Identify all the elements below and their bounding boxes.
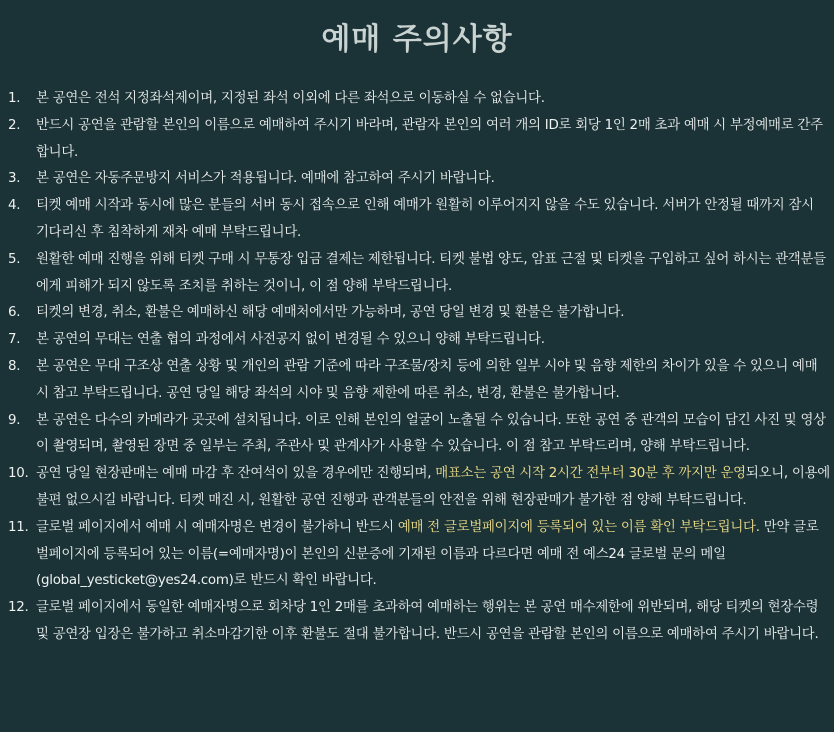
notice-text: 티켓의 변경, 취소, 환불은 예매하신 해당 예매처에서만 가능하며, 공연 당일 변경 및 환불은 불가합니다. xyxy=(36,305,625,321)
notice-number: 9. xyxy=(8,412,21,428)
notice-item-8 xyxy=(8,354,830,408)
notice-item-12 xyxy=(8,595,830,649)
notice-item-1 xyxy=(8,86,830,113)
highlighted-notice-text: 매표소는 공연 시작 2시간 전부터 30분 후 까지만 운영 xyxy=(435,466,746,482)
notice-number: 4. xyxy=(8,198,21,214)
notice-text: 원활한 예매 진행을 위해 티켓 구매 시 무통장 입금 결제는 제한됩니다. 티켓 불법 양도, 암표 근절 및 티켓을 구입하고 싶어 하시는 관객분들에게 피해가 되지 않도록 조치를 취하는 것이니, 이 점 양해 부탁드립니다. xyxy=(36,251,826,294)
notice-number: 10. xyxy=(8,466,29,482)
notice-number: 3. xyxy=(8,171,21,187)
notice-item-5 xyxy=(8,247,830,301)
notice-number: 12. xyxy=(8,600,29,616)
notice-item-6 xyxy=(8,300,830,327)
notice-item-9 xyxy=(8,408,830,462)
notice-text: 글로벌 페이지에서 동일한 예매자명으로 회차당 1인 2매를 초과하여 예매하는 행위는 본 공연 매수제한에 위반되며, 해당 티켓의 현장수령 및 공연장 입장은 불가하고 취소마감기한 이후 환불도 절대 불가합니다. 반드시 공연을 관람할 본인의 이름으로 예매하여 주시기 바랍니다. xyxy=(36,600,819,642)
notice-text: 본 공연은 다수의 카메라가 곳곳에 설치됩니다. 이로 인해 본인의 얼굴이 노출될 수 있습니다. 또한 공연 중 관객의 모습이 담긴 사진 및 영상이 촬영되며, 촬영된 장면 중 일부는 주최, 주관사 및 관계사가 사용할 수 있습니다. 이 점 참고 부탁드리며, 양해 부탁드립니다. xyxy=(36,412,826,455)
notice-text: 반드시 공연을 관람할 본인의 이름으로 예매하여 주시기 바라며, 관람자 본인의 여러 개의 ID로 회당 1인 2매 초과 예매 시 부정예매로 간주합니다. xyxy=(36,117,823,160)
notice-number: 11. xyxy=(8,519,29,535)
notice-item-3 xyxy=(8,166,830,193)
notice-number: 5. xyxy=(8,251,21,267)
highlighted-notice-text: 예매 전 글로벌페이지에 등록되어 있는 이름 확인 부탁드립니다. xyxy=(397,519,760,535)
notice-item-2 xyxy=(8,113,830,167)
notice-list xyxy=(8,86,830,649)
notice-text: 글로벌 페이지에서 예매 시 예매자명은 변경이 불가하니 반드시 xyxy=(36,519,398,535)
notice-number: 6. xyxy=(8,305,21,321)
notice-item-7 xyxy=(8,327,830,354)
notice-number: 1. xyxy=(8,91,21,106)
notice-number: 8. xyxy=(8,358,21,374)
page-title: 예매 주의사항 xyxy=(321,22,513,58)
notice-text: 본 공연은 무대 구조상 연출 상황 및 개인의 관람 기준에 따라 구조물/장치 등에 의한 일부 시야 및 음향 제한의 차이가 있을 수 있으니 예매 시 참고 부탁드립니다. 공연 당일 해당 좌석의 시야 및 음향 제한에 따른 취소, 변경, 환불은 불가합니다. xyxy=(36,358,818,401)
notice-item-4 xyxy=(8,193,830,247)
notice-item-10 xyxy=(8,461,830,515)
notice-number: 7. xyxy=(8,332,21,348)
notice-item-11 xyxy=(8,515,830,595)
notice-number: 2. xyxy=(8,117,21,133)
notice-text-continued: 되오니, 이용에 불편 없으시길 바랍니다. 티켓 매진 시, 원활한 공연 진행과 관객분들의 안전을 위해 현장판매가 불가한 점 양해 부탁드립니다. xyxy=(36,466,830,508)
notice-text: 티켓 예매 시작과 동시에 많은 분들의 서버 동시 접속으로 인해 예매가 원활히 이루어지지 않을 수도 있습니다. 서버가 안정될 때까지 잠시 기다리신 후 침착하게 재차 예매 부탁드립니다. xyxy=(36,198,814,240)
notice-text: 본 공연의 무대는 연출 협의 과정에서 사전공지 없이 변경될 수 있으니 양해 부탁드립니다. xyxy=(36,332,545,348)
notice-text-continued: 만약 글로벌페이지에 등록되어 있는 이름(=예매자명)이 본인의 신분증에 기재된 이름과 다르다면 예매 전 예스24 글로벌 문의 메일(global_yesticket@yes24.com)로 반드시 확인 바랍니다. xyxy=(36,519,819,589)
notice-text: 본 공연은 자동주문방지 서비스가 적용됩니다. 예매에 참고하여 주시기 바랍니다. xyxy=(36,171,495,187)
notice-text: 공연 당일 현장판매는 예매 마감 후 잔여석이 있을 경우에만 진행되며, xyxy=(36,466,436,482)
notice-text: 본 공연은 전석 지정좌석제이며, 지정된 좌석 이외에 다른 좌석으로 이동하실 수 없습니다. xyxy=(36,91,545,106)
